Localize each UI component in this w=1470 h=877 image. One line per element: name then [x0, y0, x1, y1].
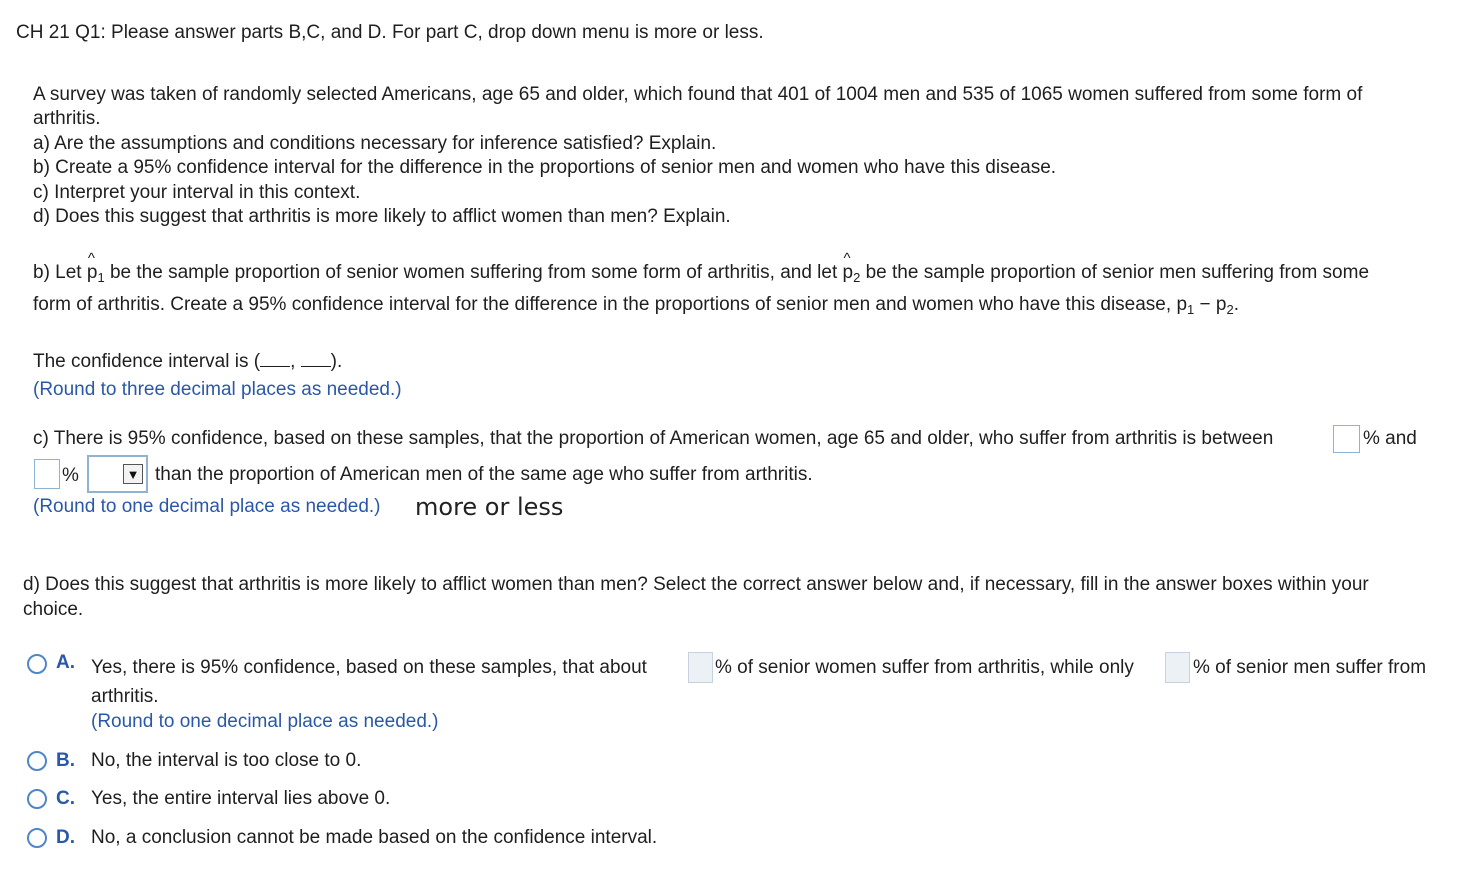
part-b-round-note: (Round to three decimal places as needed.) — [33, 379, 402, 400]
part-b-mid1: be the sample proportion of senior women suffering from some form of arthritis, and let — [104, 262, 843, 283]
part-d-line1: d) Does this suggest that arthritis is more likely to afflict women than men? Select the correct answer below and, if necessary, fill in the answer boxes within your — [23, 574, 1369, 595]
option-c-letter: C. — [56, 788, 75, 809]
option-a-text: Yes, there is 95% confidence, based on these samples, that about — [91, 657, 647, 678]
part-b-line2: form of arthritis. Create a 95% confidence interval for the difference in the proportions of senior men and women who have this disease, $p_1 - p_2$. — [33, 294, 1239, 317]
p-hat-1: ^ $p_1$ — [86, 250, 105, 285]
problem-text-line1: A survey was taken of randomly selected Americans, age 65 and older, which found that 401 of 1004 men and 535 of 1065 women suffered from some form of — [33, 84, 1363, 105]
part-c-upper-input[interactable] — [34, 459, 60, 489]
option-c-text: Yes, the entire interval lies above 0. — [91, 788, 391, 809]
problem-part-b: b) Create a 95% confidence interval for the difference in the proportions of senior men and women who have this disease. — [33, 157, 1057, 178]
option-b-text: No, the interval is too close to 0. — [91, 750, 362, 771]
ci-lower-blank[interactable] — [260, 353, 290, 367]
option-a-men-input[interactable] — [1165, 652, 1190, 683]
p-hat-2: ^ $p_2$ — [842, 250, 861, 285]
ci-prefix: The confidence interval is ( — [33, 351, 261, 372]
problem-text-line2: arthritis. — [33, 108, 101, 129]
option-b-letter: B. — [56, 750, 75, 771]
option-c-radio[interactable] — [27, 789, 47, 809]
confidence-interval-row: The confidence interval is ( , ). — [33, 351, 343, 372]
option-a-radio[interactable] — [27, 654, 47, 674]
part-c-round-note: (Round to one decimal place as needed.) — [33, 496, 381, 517]
option-a-text-after: % of senior men suffer from — [1193, 657, 1427, 678]
part-b-definition — [33, 250, 1370, 285]
option-a-text-line2: arthritis. — [91, 686, 159, 707]
problem-part-a: a) Are the assumptions and conditions necessary for inference satisfied? Explain. — [33, 133, 717, 154]
option-a-round-note: (Round to one decimal place as needed.) — [91, 711, 439, 732]
more-less-dropdown[interactable] — [87, 455, 148, 493]
part-b-mid2: be the sample proportion of senior men suffering from some — [860, 262, 1370, 283]
option-a-women-input[interactable] — [688, 652, 713, 683]
option-d-radio[interactable] — [27, 828, 47, 848]
part-b-let: b) Let — [33, 262, 87, 283]
part-c-pct-and: % and — [1363, 428, 1417, 449]
ci-suffix: ). — [330, 351, 343, 372]
part-c-lower-input[interactable] — [1333, 425, 1360, 453]
option-a-letter: A. — [56, 652, 75, 673]
ci-upper-blank[interactable] — [301, 353, 331, 367]
page-title: CH 21 Q1: Please answer parts B,C, and D. For part C, drop down menu is more or less. — [16, 22, 764, 43]
handwritten-note: more or less — [415, 493, 564, 521]
part-d-line2: choice. — [23, 599, 84, 620]
problem-part-d: d) Does this suggest that arthritis is more likely to afflict women than men? Explain. — [33, 206, 731, 227]
option-d-text: No, a conclusion cannot be made based on the confidence interval. — [91, 827, 658, 848]
chevron-down-icon: ▼ — [123, 464, 143, 484]
p1-symbol: $p_1$ — [1176, 294, 1195, 317]
part-c-pct: % — [62, 465, 79, 486]
part-c-line2: than the proportion of American men of the same age who suffer from arthritis. — [155, 464, 813, 485]
part-c-line1: c) There is 95% confidence, based on these samples, that the proportion of American women, age 65 and older, who suffer from arthritis is between — [33, 428, 1274, 449]
option-d-letter: D. — [56, 827, 75, 848]
option-a-text-mid: % of senior women suffer from arthritis, while only — [715, 657, 1134, 678]
p2-symbol: $p_2$ — [1215, 294, 1234, 317]
option-b-radio[interactable] — [27, 751, 47, 771]
problem-part-c: c) Interpret your interval in this context. — [33, 182, 361, 203]
